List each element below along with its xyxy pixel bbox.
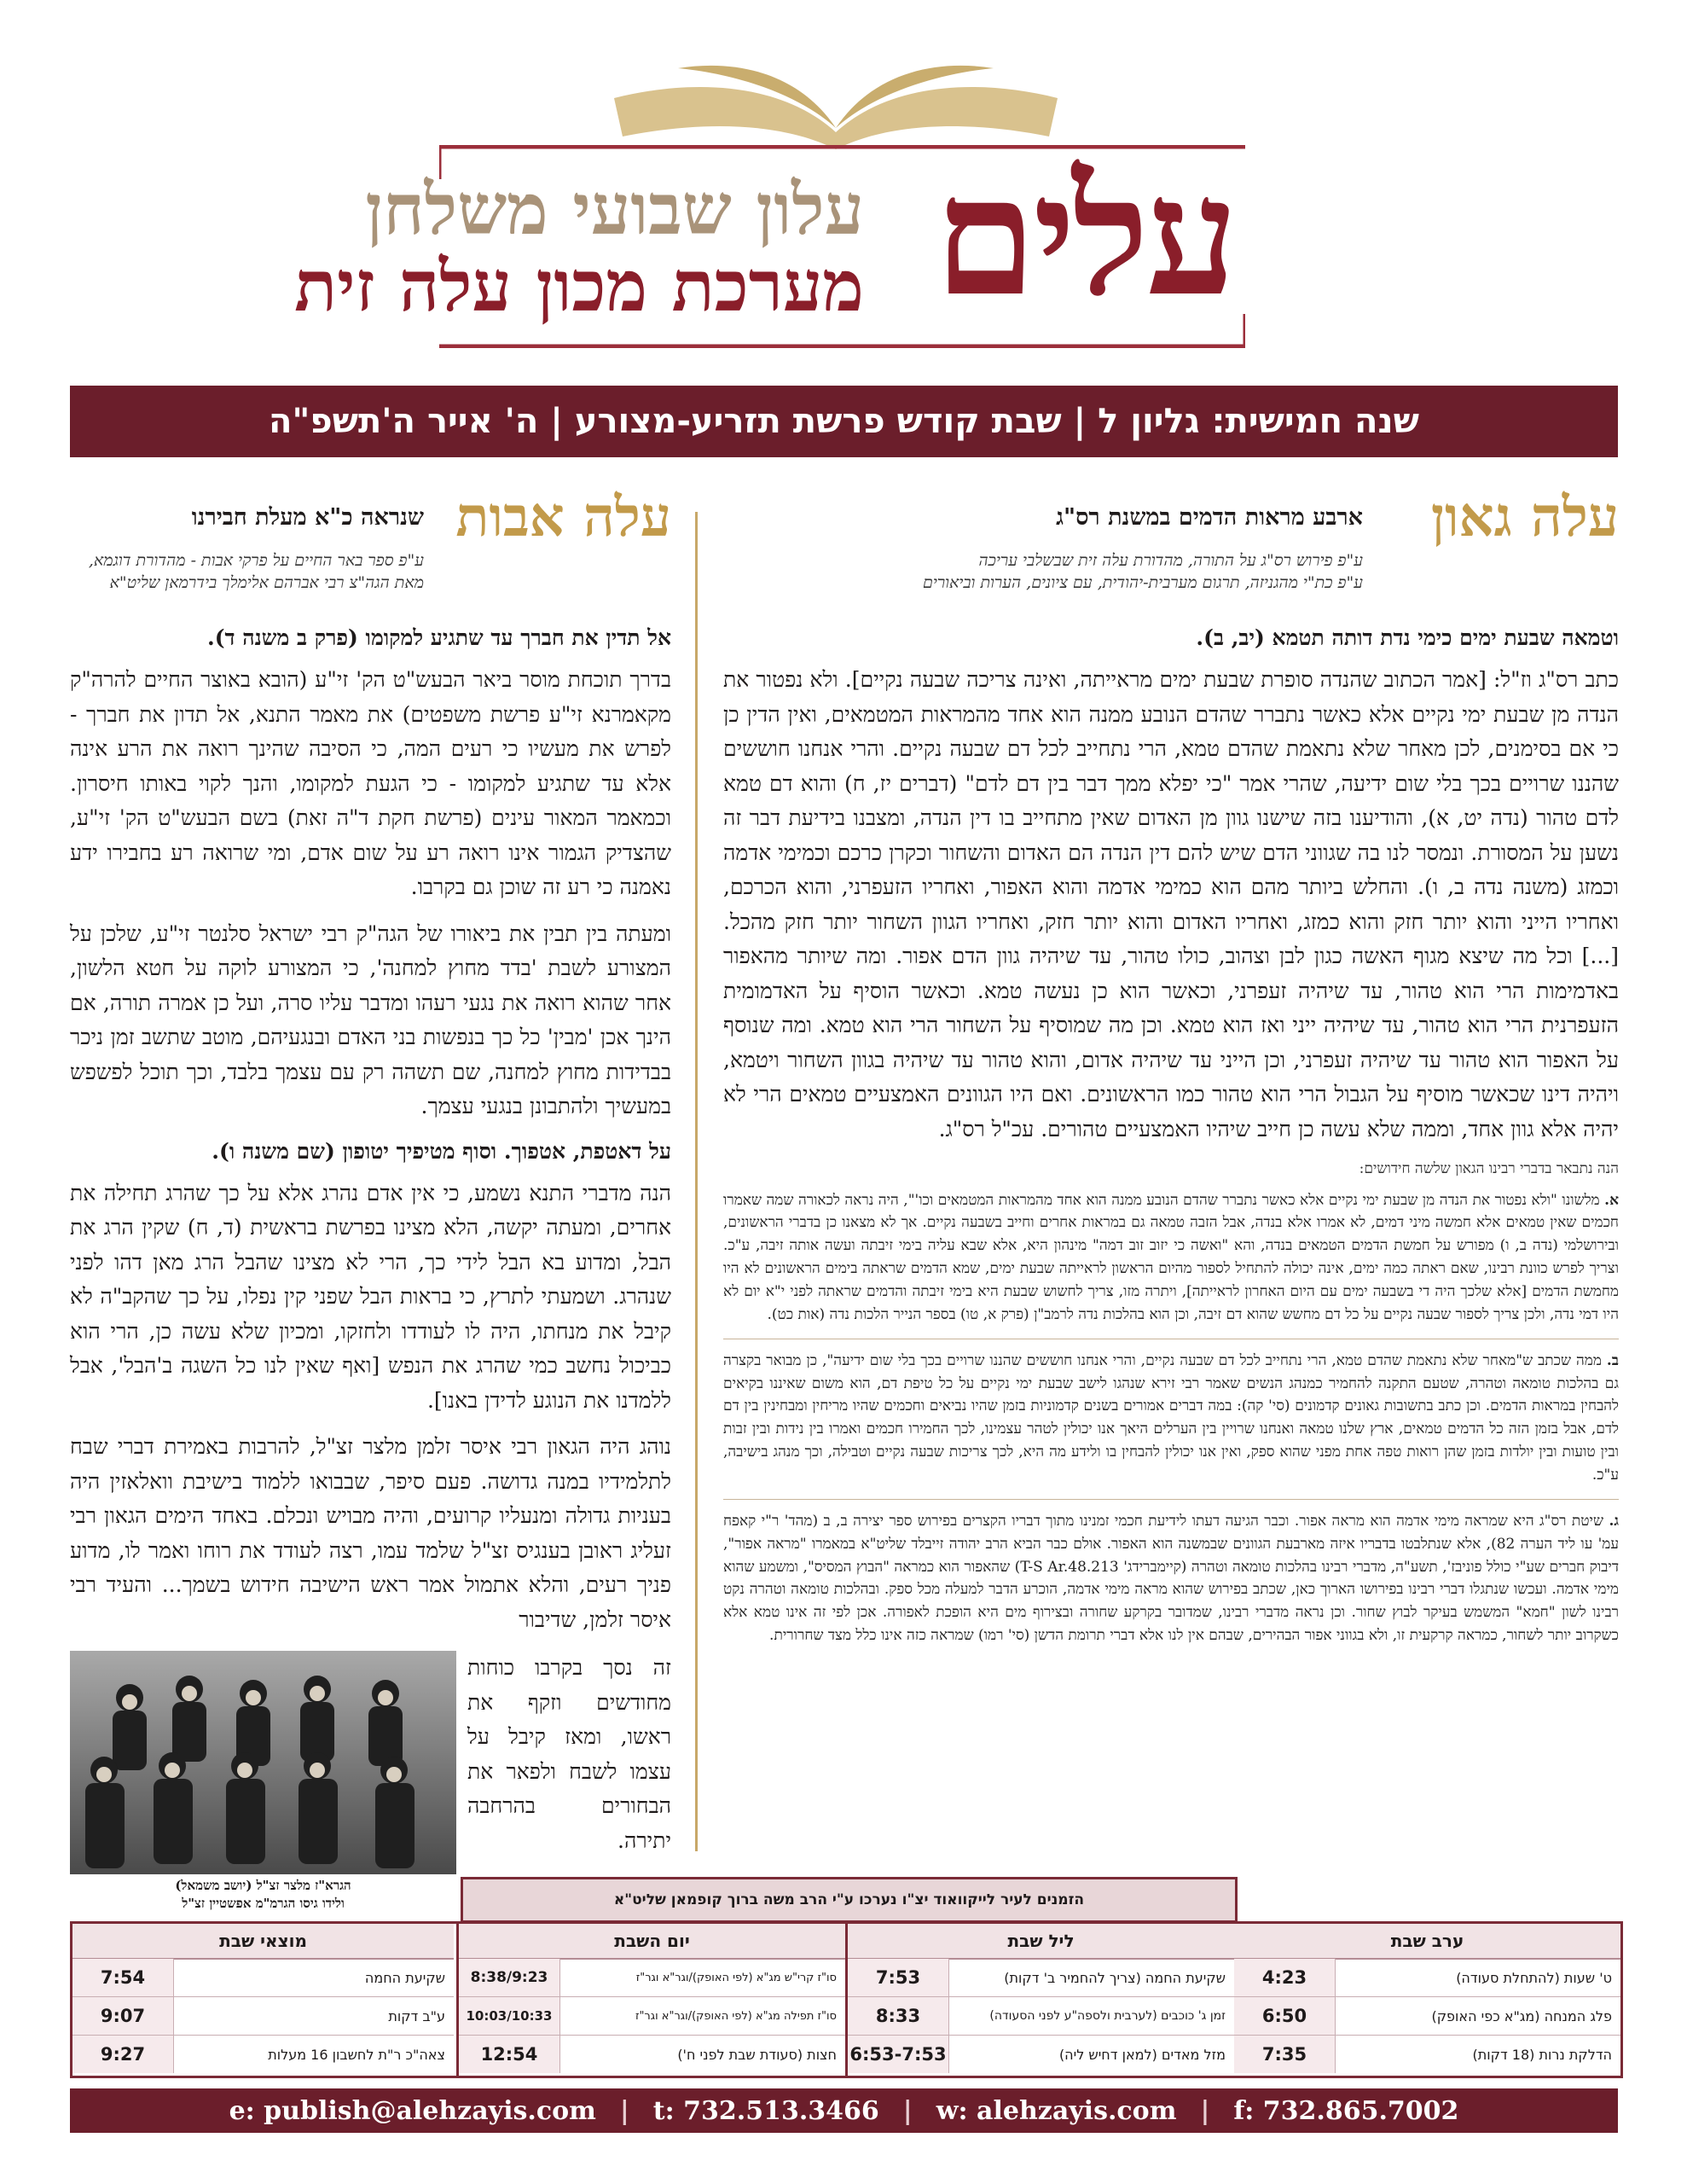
- footer-separator: |: [1200, 2095, 1210, 2126]
- zmanim-group-motzei-shabbos: [72, 1924, 454, 2076]
- mishna-subhead-1: אל תדין את חברך עד שתגיע למקומו (פרק ב משנה ד).: [207, 625, 671, 650]
- article-source-line2: מאת הגה"צ רבי אברהם אלימלך בידרמאן שליט"א: [109, 572, 424, 592]
- zmanim-label: שקיעת החמה (צריך להחמיר ב' דקות): [1004, 1969, 1226, 1986]
- zmanim-group-yom-hashabbos: [456, 1924, 845, 2076]
- footer-fax[interactable]: f: 732.865.7002: [1233, 2095, 1459, 2126]
- zmanim-row: [459, 1997, 845, 2036]
- article-body: [723, 623, 1619, 1659]
- group-photo-illustration: [70, 1651, 456, 1874]
- paragraph-2: ומעתה בין תבין את ביאורו של הגה"ק רבי ישראל סלנטר זי"ע, שלכן על המצורע לשבת 'בדד מחוץ למחנה', כי המצורע לוקה על חטא הלשון, אחר שהוא רואה את נגעי רעהו ומדבר עליו סרה, ועל כן אמרה תורה, אם הינך אכן 'מבין' כל כך בנפשות בני האדם ובנגעיהם, מוטב שתשב זמן ניכר בבדידות מחוץ למחנה, שם תשהה רק עם עצמך בלבד, וכך תוכל לפשפש במעשיך ולהתבונן בנגעי עצמך.: [70, 921, 671, 1118]
- zmanim-row: [72, 2036, 454, 2073]
- zmanim-time: 7:35: [1234, 2036, 1336, 2073]
- zmanim-label: חצות (סעודת שבת לפני ח'): [677, 2046, 837, 2063]
- zmanim-group-title: ערב שבת: [1234, 1924, 1620, 1960]
- zmanim-group-title: מוצאי שבת: [72, 1924, 454, 1960]
- zmanim-time: 8:38/9:23: [459, 1959, 560, 1996]
- note-c-label: ג.: [1609, 1512, 1620, 1530]
- article-aleh-gaon: [723, 485, 1620, 1856]
- zmanim-group-leil-shabbos: [845, 1924, 1234, 2076]
- masthead-logo-word: עלים: [934, 141, 1235, 333]
- zmanim-time: 7:54: [72, 1959, 174, 1996]
- paragraph-4: נוהג היה הגאון רבי איסר זלמן מלצר זצ"ל, להרבות באמירת דברי שבח לתלמידיו במנה גדושה. פעם סיפר, שבבואו ללמוד בישיבת וואלאזין היה בעניות גדולה ומנעליו קרועים, והיה מבויש ונכלם. באחד הימים הגאון רבי זעליג ראובן בענגיס זצ"ל שלמד עמו, רצה לעודד את רוחו ואמר לו, מדוע פניך רעים, והלא אתמול אמר ראש הישיבה חידוש בשמך... והעיד רבי איסר זלמן, שדיבור: [70, 1434, 671, 1632]
- zmanim-row: [1234, 1997, 1620, 2036]
- note-a-label: א.: [1604, 1191, 1620, 1209]
- footer-phone[interactable]: t: 732.513.3466: [652, 2095, 879, 2126]
- zmanim-time: 6:53-7:53: [848, 2036, 949, 2073]
- footer-separator: |: [619, 2095, 629, 2126]
- note-divider: [723, 1499, 1619, 1500]
- zmanim-label: סו"ז תפילה מג"א (לפי האופק)/וגר"א וגר"ז: [635, 2009, 837, 2023]
- zmanim-row: [848, 2036, 1234, 2073]
- zmanim-row: [459, 2036, 845, 2073]
- article-source-line1: ע"פ פירוש רס"ג על התורה, מהדורת עלה זית שבשלבי עריכה: [978, 551, 1363, 570]
- issue-banner: [70, 386, 1618, 457]
- zmanim-table: [70, 1921, 1623, 2078]
- note-b: [723, 1350, 1619, 1487]
- masthead-subtitle-line2: מערכת מכון עלה זית: [294, 246, 864, 328]
- zmanim-time: 7:53: [848, 1959, 949, 1996]
- column-divider: [695, 512, 698, 1851]
- zmanim-header: [461, 1877, 1238, 1923]
- zmanim-time: 12:54: [459, 2036, 560, 2073]
- zmanim-label: ע"ב דקות: [388, 2007, 445, 2024]
- photo-caption: [70, 1877, 456, 1913]
- article-title: ארבע מראות הדמים במשנת רס"ג: [1056, 504, 1363, 531]
- zmanim-row: [1234, 2036, 1620, 2073]
- note-b-text: ממה שכתב ש"מאחר שלא נתאמת שהדם טמא, הרי נתחייב לכל דם שבעה נקיים, והרי אנחנו חוששים שהננו שרויים בכך בלי שום ידיעה", כן מבואר בקצרה גם בהלכות טומאה וטהרה, שטעם התקנה להחמיר כמנהג הנשים שאמר רבי זירא שנהגו לישב שבעת ימי נקיים על כל טיפת דם, הוא משום שאיננו בקיאים להבחין במראות הדמים. וכן כתב בתשובות גאונים קדמונים (סי' קה): במה דברים אמורים בשנים קדמוניות בזמן שהיו נביאים וחכמים שהיו מריחין ומבחינין בין דם לדם, אבל בזמן הזה כל הדמים טמאים, ארץ שלנו טמאה ואנחנו שרויין בין הערלים היאך אנו יכולין לטהר עצמינו, לכך החמירו חכמים ואמרו בין נידות ובין זבות ובין טועות ובין יולדות בזמן שהן רואות טפה אחת מפני שהוא ספק, ואין אנו יכולין להבחין בו ולידע מה היא, לכך צריכות שבעה נקיים וטבילה, וכך מנהג בישיבה, ע"כ.: [723, 1351, 1619, 1484]
- zmanim-label: פלג המנחה (מג"א כפי האופק): [1431, 2007, 1612, 2024]
- footer-website[interactable]: w: alehzayis.com: [936, 2095, 1177, 2126]
- article-source: [70, 550, 424, 594]
- paragraph-3: הנה מדברי התנא נשמע, כי אין אדם נהרג אלא על כך שהרג תחילה את אחרים, ומעתה יקשה, הלא מצינו בפרשת בראשית (ד, ח) שקין הרג את הבל, ומדוע בא הבל לידי כך, הרי לא מצינו שהבל הרג מאן דהו לפני שנהרג. ושמעתי לתרץ, כי בראות הבל שפני קין נפלו, על כך שהקב"ה לא קיבל את מנחתו, היה לו לעודדו ולחזקו, ומכיון שלא עשה כן, הרי הוא כביכול נחשב כמי שהרג את הנפש [ואף שאין לנו כל השגה ב'הבל', אבל ללמדנו את הנוגע לדידן באנו].: [70, 1180, 671, 1413]
- zmanim-row: [459, 1959, 845, 1997]
- zmanim-row: [848, 1997, 1234, 2036]
- zmanim-time: 6:50: [1234, 1997, 1336, 2035]
- paragraph-1: בדרך תוכחת מוסר ביאר הבעש"ט הק' זי"ע (הובא באוצר החיים להרה"ק מקאמרנא זי"ע פרשת משפטים) את מאמר התנא, אל תדון את חברך - לפרש את מעשיו כי רעים המה, כי הסיבה שהינך רואה את הרע אינה אלא עד שתגיע למקומו - כי הגעת למקומו, והנך לקוי באותו חיסרון. וכמאמר המאור עינים (פרשת חקת ד"ה זאת) בשם הבעש"ט הק' זי"ע, שהצדיק הגמור אינו רואה רע על שום אדם, ומי שרואה רע בחבירו ידע נאמנה כי רע זה שוכן גם בקרבו.: [70, 667, 671, 899]
- note-c: [723, 1510, 1619, 1647]
- note-a-text: מלשונו "ולא נפטור את הנדה מן שבעת ימי נקיים אלא כאשר נתברר שהדם הנובע ממנה הוא אחד מהמראות המטמאים וכו'", היה נראה לכאורה שמה שאמרו חכמים שאין טמאים אלא חמשה מיני דמים, לא אמרו אלא בנדה, אבל הזבה טמאה גם במראות אחרים וחייב בשבעה נקיים. אך לא מצאנו כן בדברי הראשונים, ובירושלמי (נדה ב, ו) מפורש על חמשת הדמים הטמאים בנדה, והא "ואשה כי יזוב זוב דמה" מינהון היא, אלא שבא עליה בימי זיבתה ועשה אותה זיבה, ע"כ. וצריך לפרש כוונת רבינו, שאם ראתה כמה ימים, אינה יכולה להתחיל לספור מהיום הראשון לראייתה שבעת ימים, שמא הדמים שראתה בימים הראשונים לא היו מחמשת הדמים [אלא שלכך היה די בשבעה ימים עם היום האחרון לראייתה], ויתרה מזו, צריך לחשוש שבעת היא בימי זיבתה והדמים שראתה לפני י"א יום לא היו דמי נדה, ולכן צריך לספור שבעה נקיים על כל דם מחשש שהוא דם זיבה, וכן הוא בהלכות נדה לרמב"ן (פרק א, טו) בספר הנייר הלכות נדה (אות כט).: [723, 1191, 1619, 1323]
- footer-separator: |: [902, 2095, 913, 2126]
- notes-intro: הנה נתבאר בדברי רבינו הגאון שלשה חידושים:: [1359, 1160, 1619, 1177]
- zmanim-time: 8:33: [848, 1997, 949, 2035]
- article-source-line2: ע"פ כת"י מהגניזה, תרגום מערבית-יהודית, עם ציונים, הערות וביאורים: [922, 572, 1363, 592]
- article-source: [723, 550, 1363, 594]
- note-a: [723, 1189, 1619, 1327]
- paragraph-4-continued: זה נסך בקרבו כוחות מחודשים וזקף את ראשו, ומאז קיבל על עצמו לשבח ולפאר את הבחורים בהרחבה יתירה.: [467, 1655, 671, 1853]
- photo-caption-line2: ולידו גיסו הגרמ"מ אפשטיין זצ"ל: [182, 1896, 345, 1911]
- article-body: [70, 623, 671, 1649]
- zmanim-group-title: יום השבת: [459, 1924, 845, 1960]
- zmanim-label: סו"ז קרי"ש מג"א (לפי האופק)/וגר"א וגר"ז: [635, 1971, 837, 1984]
- zmanim-time: 4:23: [1234, 1959, 1336, 1996]
- historic-group-photo: [70, 1651, 456, 1874]
- zmanim-row: [848, 1959, 1234, 1997]
- masthead-subtitle-line1: עלון שבועי משלחן: [365, 169, 864, 251]
- article-title: שנראה כ"א מעלת חבירנו: [191, 504, 424, 531]
- section-logo-aleh-gaon: עלה גאון: [1430, 485, 1619, 549]
- verse-subhead: וטמאה שבעת ימים כימי נדת דותה תטמא (יב, ב).: [1196, 625, 1619, 650]
- section-logo-aleh-avos: עלה אבות: [455, 485, 671, 549]
- photo-caption-line1: הגרא"ז מלצר זצ"ל (יושב משמאל): [175, 1878, 351, 1893]
- zmanim-label: מזל מאדים (למאן דחיש ליה): [1058, 2046, 1226, 2063]
- zmanim-time: 9:27: [72, 2036, 174, 2073]
- zmanim-row: [72, 1959, 454, 1997]
- contact-footer: [70, 2088, 1618, 2133]
- zmanim-label: שקיעת החמה: [364, 1969, 445, 1986]
- zmanim-row: [72, 1997, 454, 2036]
- issue-line: שנה חמישית: גליון ל | שבת קודש פרשת תזריע-מצורע | ה' אייר ה'תשפ"ה: [269, 402, 1419, 441]
- mishna-subhead-2: על דאטפת, אטפוך. וסוף מטיפיך יטופון (שם משנה ו).: [212, 1138, 671, 1164]
- zmanim-time: 9:07: [72, 1997, 174, 2035]
- zmanim-label: הדלקת נרות (18 דקות): [1472, 2046, 1612, 2063]
- main-paragraph: כתב רס"ג וז"ל: [אמר הכתוב שהנדה סופרת שבעת ימים מראייתה, ואינה צריכה שבעה נקיים]. ולא נפטור את הנדה מן שבעת ימי נקיים אלא כאשר נתברר שהדם הנובע ממנה הוא אחד מהמראות המטמאים, ואין הדין כן כי אם בסימנים, לכן מאחר שלא נתאמת שהדם טמא, הרי נתחייב לכל דם שבעה נקיים. והרי אנחנו חוששים שהננו שרויים בכך בלי שום ידיעה, שהרי אמר "כי יפלא ממך דבר בין דם לדם" (דברים יז, ח) והוא דם טמא לדם טהור (נדה יט, א), והודיענו בזה שישנו גוון מן האדום שאין מתחייב בו דין הנדה, ומצבנו בידיעת דבר זה נשען על המסורת. ונמסר לנו בה שגווני הדם שיש להם דין הנדה הם האדום והשחור וכקרן כרכם וכמימי אדמה וכמזג (משנה נדה ב, ו). והחלש ביותר מהם הוא כמימי אדמה והוא האפור, ואחריו הזעפרני, והוא הכרכם, ואחריו הייני והוא יותר חזק והוא כמזג, ואחריו האדום והוא יותר חזק, ואחריו הגוון השחור יותר חזק מהכל. [...] וכל מה שיצא מגוף האשה כגון לבן וצהוב, כולו טהור, עד שיהיה גוון הדם אפור. ומה שיותר מהאפור באדמימות הרי הוא טהור, עד שיהיה זעפרני, וכאשר הוא כן נעשה טמא. וכאשר הוסיף על האדמומית הזעפרנית הרי הוא טהור, עד שיהיה ייני ואז הוא טמא. וכן מה שמוסיף על השחור הרי הוא טמא. ומה שנוסף על האפור הוא טהור עד שיהיה זעפרני, וכן הייני עד שיהיה אדום, והוא טהור עד שיהיה בגוון השחור ויטמא, ויהיה דינו שכאשר מוסיף על הגבול הרי הוא טהור כמו הראשונים. ואם היו הגוונים האמצעיים טמאים הרי לא יהיה אלא גוון אחד, וממה שלא עשה כן חייב שיהיו האמצעיים טהורים. עכ"ל רס"ג.: [723, 667, 1619, 1141]
- zmanim-label: זמן ג' כוכבים (לערבית ולספה"ע לפני הסעודה): [989, 2009, 1226, 2023]
- zmanim-header-text: הזמנים לעיר לייקוואוד יצ"ו נערכו ע"י הרב משה ברוך קופמאן שליט"א: [613, 1891, 1085, 1908]
- open-book-logo-icon: [597, 51, 1075, 154]
- zmanim-time: 10:03/10:33: [459, 1997, 560, 2035]
- zmanim-label: ט' שעות (להתחלת סעודה): [1456, 1969, 1612, 1986]
- footer-email[interactable]: e: publish@alehzayis.com: [229, 2095, 596, 2126]
- zmanim-group-title: ליל שבת: [848, 1924, 1234, 1960]
- note-c-text: שיטת רס"ג היא שמראה מימי אדמה הוא מראה אפור. וכבר הגיעה דעתו לידיעת חכמי זמנינו מתוך דבריו הקצרים בפירוש ספר יצירה ב, ב (מהד' ר"י קאפח עמ' עו ליד הערה 82), אלא שנתלבטו בדבריו איזה מארבעת הגוונים שבמשנה הוא האפור. אולם כבר הביא הרב יהודה זייבלד שליט"א במאמרו "מראה אפור", דיבוק חברים שע"י כולל פוניבז', תשע"ה, מדברי רבינו בהלכות טומאה וטהרה (קיימברידג' T-S Ar.48.213) שהאפור הוא כמראה "הבוץ המסיס", ומשמע שהוא מימי אדמה. ועכשו שנתגלו דברי רבינו בפירושו הארוך כאן, שכתב בפירוש שהוא מראה מימי אדמה, הוכרע הדבר למעלה מכל ספק. ובהלכות טומאה וטהרה נקט רבינו לשון "חמא" המשמש בעיקר לבוץ שחור. וכן נראה מדברי רבינו, שמדובר בקרקע שחורה ובצירוף מים היא הופכת לאפורה. אכן לפי זה אינו טמא אלא כשקרוב יותר לשחור, כמראה קרקעית זו, ולא בגווני אפור הבהירים, שבהם אין לנו אלא דברי תרומת הדשן (סי' רמו) שמראה כזה אינו כלל מצד שחרורית.: [723, 1512, 1620, 1645]
- zmanim-row: [1234, 1959, 1620, 1997]
- note-b-label: ב.: [1606, 1351, 1620, 1369]
- article-source-line1: ע"פ ספר באר החיים על פרקי אבות - מהדורת דוגמא,: [88, 551, 424, 570]
- zmanim-group-erev-shabbos: [1234, 1924, 1620, 2076]
- zmanim-label: צאה"כ ר"ת לחשבון 16 מעלות: [268, 2046, 445, 2063]
